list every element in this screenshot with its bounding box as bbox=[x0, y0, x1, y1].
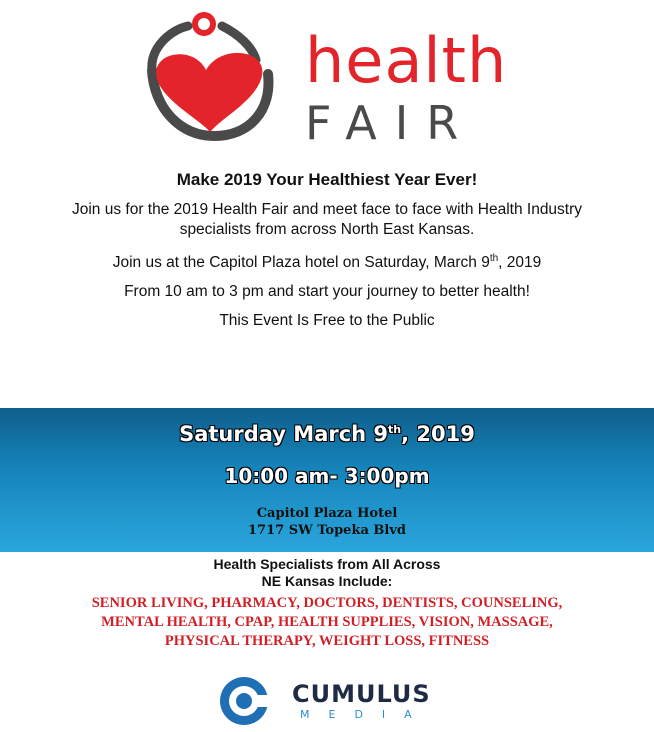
specialists-lead-line1: Health Specialists from All Across bbox=[213, 556, 441, 572]
specialists-lead-line2: NE Kansas Include: bbox=[261, 573, 393, 589]
event-date-suffix: , 2019 bbox=[401, 422, 475, 446]
venue-text-suffix: , 2019 bbox=[498, 254, 542, 272]
specialists-list-line2: MENTAL HEALTH, CPAP, HEALTH SUPPLIES, VISION, MASSAGE, bbox=[101, 614, 553, 630]
logo-wordmark bbox=[305, 24, 508, 150]
event-details-band bbox=[0, 408, 654, 552]
cumulus-sub: MEDIA bbox=[300, 708, 431, 721]
specialists-section bbox=[0, 556, 654, 651]
event-date-prefix: Saturday March 9 bbox=[179, 422, 389, 446]
venue-text bbox=[0, 249, 654, 273]
health-fair-logo bbox=[130, 8, 530, 154]
venue-text-sup: th bbox=[489, 253, 499, 264]
intro-section bbox=[0, 170, 654, 331]
specialists-list bbox=[0, 594, 654, 651]
logo-fair-text: FAIR bbox=[305, 96, 477, 150]
event-venue bbox=[0, 505, 654, 539]
event-time: 10:00 am- 3:00pm bbox=[224, 464, 430, 488]
specialists-list-line1: SENIOR LIVING, PHARMACY, DOCTORS, DENTISTS, COUNSELING, bbox=[91, 595, 563, 611]
specialists-list-line3: PHYSICAL THERAPY, WEIGHT LOSS, FITNESS bbox=[164, 633, 490, 649]
free-text: This Event Is Free to the Public bbox=[219, 312, 435, 330]
venue-text-prefix: Join us at the Capitol Plaza hotel on Saturday, March 9 bbox=[112, 254, 490, 272]
cumulus-c-logo-icon bbox=[208, 676, 282, 726]
headline: Make 2019 Your Healthiest Year Ever! bbox=[176, 170, 478, 189]
cumulus-media-logo bbox=[208, 676, 468, 726]
cumulus-name: CUMULUS bbox=[292, 680, 431, 708]
logo-health-text: health bbox=[305, 24, 508, 97]
hours-text: From 10 am to 3 pm and start your journey to better health! bbox=[124, 283, 530, 301]
join-text-line1: Join us for the 2019 Health Fair and meet face to face with Health Industry bbox=[71, 201, 583, 218]
venue-name: Capitol Plaza Hotel bbox=[256, 506, 398, 521]
event-date-sup: th bbox=[388, 423, 402, 436]
venue-address: 1717 SW Topeka Blvd bbox=[248, 523, 406, 538]
event-date bbox=[0, 422, 654, 446]
join-text-line2: specialists from across North East Kansas. bbox=[179, 221, 475, 238]
heart-stethoscope-icon bbox=[130, 8, 300, 154]
